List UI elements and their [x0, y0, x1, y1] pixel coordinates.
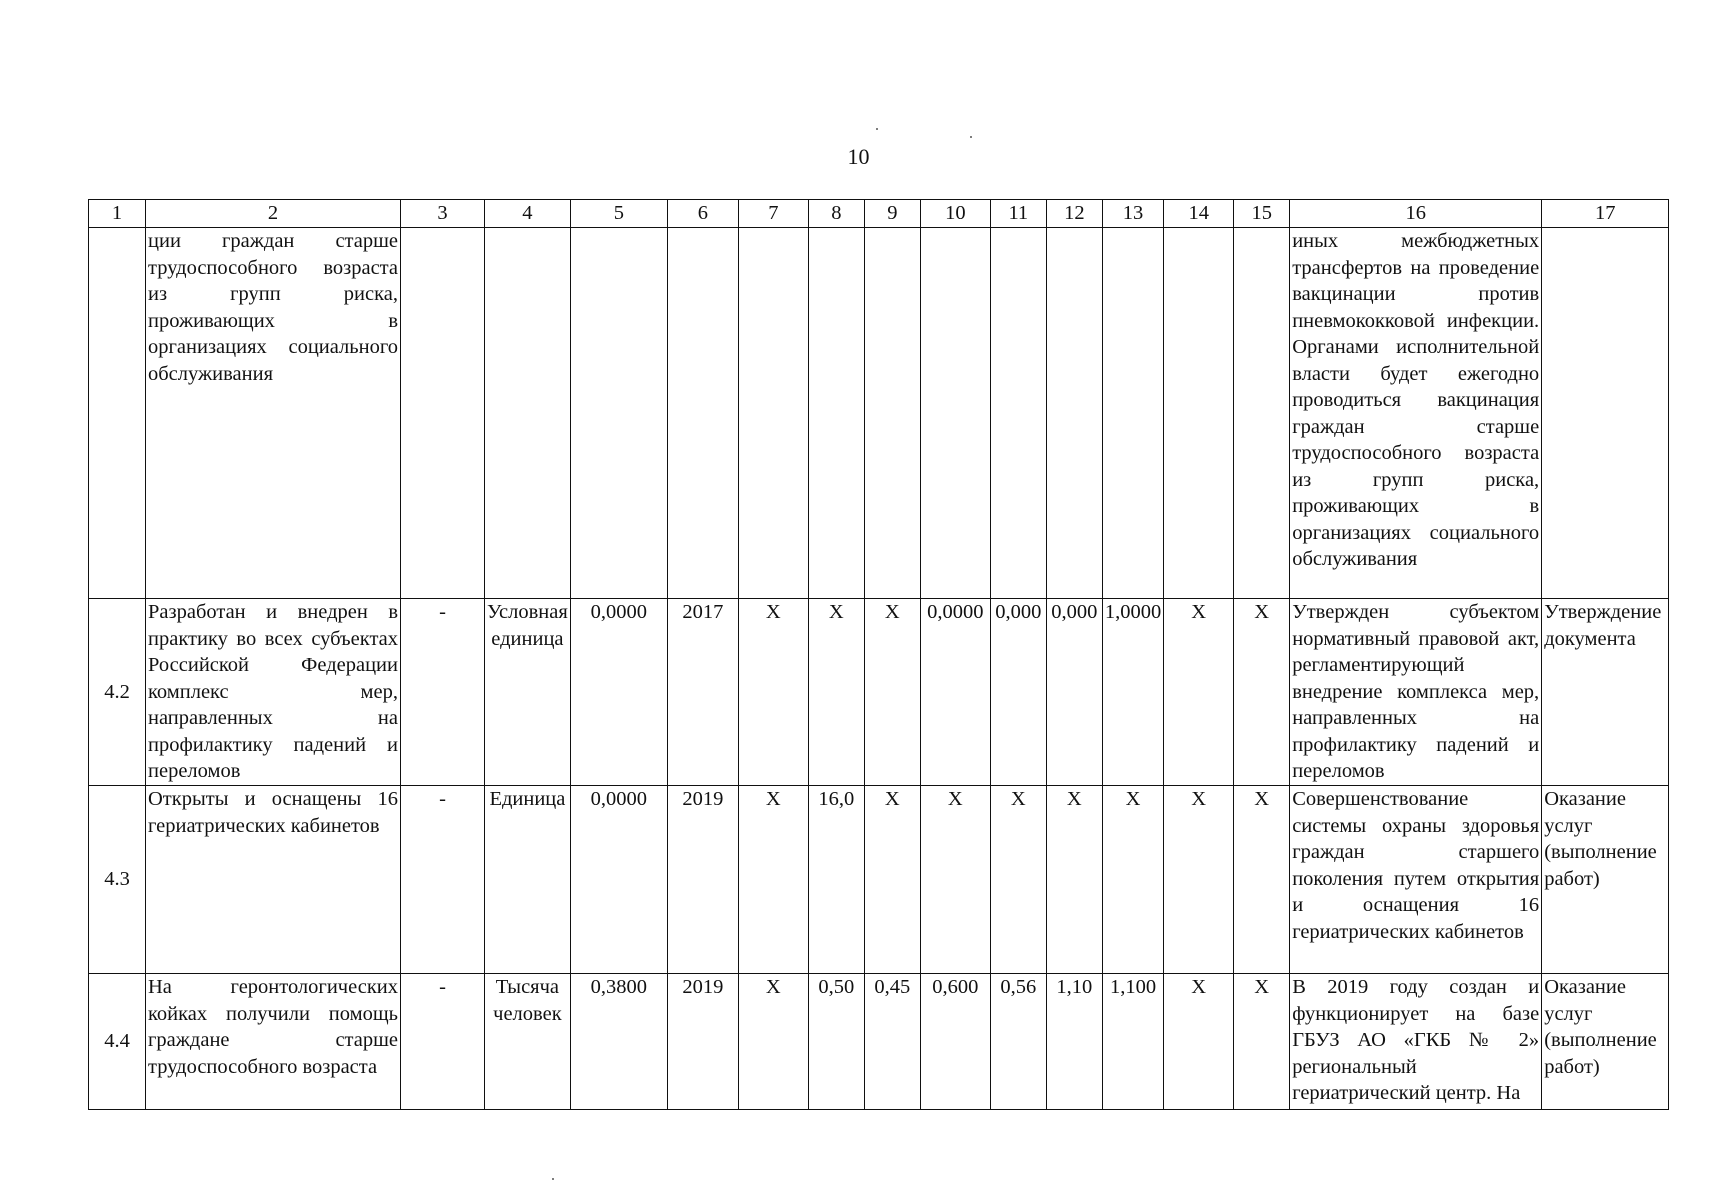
table-cell: 0,000	[990, 599, 1046, 786]
column-header: 4	[485, 200, 571, 228]
column-header: 14	[1164, 200, 1234, 228]
table-cell: X	[738, 599, 808, 786]
unit-cell: Условная единица	[485, 599, 571, 786]
table-row	[89, 599, 1669, 786]
column-header: 15	[1234, 200, 1290, 228]
table-cell	[920, 228, 990, 599]
table-cell: 0,3800	[570, 974, 667, 1110]
table-cell: 16,0	[808, 786, 864, 974]
table-cell: X	[1046, 786, 1102, 974]
table-cell: 0,56	[990, 974, 1046, 1110]
characteristic-description: В 2019 году создан и функционирует на базе ГБУЗ АО «ГКБ № 2» региональный гериатрический центр. На	[1290, 974, 1542, 1110]
scan-speck	[876, 128, 878, 130]
page-number: 10	[847, 144, 870, 169]
table-cell: 1,10	[1046, 974, 1102, 1110]
result-type: Оказание услуг (выполнение работ)	[1542, 974, 1669, 1110]
table-cell	[738, 228, 808, 599]
column-header: 7	[738, 200, 808, 228]
unit-cell: Единица	[485, 786, 571, 974]
result-description: Разработан и внедрен в практику во всех субъектах Российской Федерации комплекс мер, направленных на профилактику падений и переломов	[146, 599, 401, 786]
table-cell: 0,45	[864, 974, 920, 1110]
unit-cell: Тысяча человек	[485, 974, 571, 1110]
result-type	[1542, 228, 1669, 599]
data-table	[88, 199, 1669, 1110]
column-header: 8	[808, 200, 864, 228]
table-cell	[864, 228, 920, 599]
column-number-row	[89, 200, 1669, 228]
table-row	[89, 228, 1669, 599]
characteristic-description: Совершенствование системы охраны здоровья граждан старшего поколения путем открытия и оснащения 16 гериатрических кабинетов	[1290, 786, 1542, 974]
row-number	[89, 228, 146, 599]
column-header: 10	[920, 200, 990, 228]
column-header: 17	[1542, 200, 1669, 228]
table-row	[89, 974, 1669, 1110]
row-number: 4.4	[89, 974, 146, 1110]
table-cell: X	[808, 599, 864, 786]
table-cell: X	[990, 786, 1046, 974]
scan-speck	[970, 136, 972, 138]
table-cell	[1102, 228, 1163, 599]
table-cell: 0,0000	[570, 599, 667, 786]
table-cell: 0,0000	[920, 599, 990, 786]
characteristic-description: Утвержден субъектом нормативный правовой акт, регламентирующий внедрение комплекса мер, направленных на профилактику падений и переломов	[1290, 599, 1542, 786]
table-cell: X	[738, 786, 808, 974]
characteristic-description: иных межбюджетных трансфертов на проведение вакцинации против пневмококковой инфекции. Органами исполнительной власти будет ежегодно проводиться вакцинация граждан старше трудоспособного возраста из групп риска, проживающих в организациях социального обслуживания	[1290, 228, 1542, 599]
table-cell: 0,50	[808, 974, 864, 1110]
row-number: 4.2	[89, 599, 146, 786]
table-cell: 0,600	[920, 974, 990, 1110]
table-cell	[990, 228, 1046, 599]
table-cell: -	[401, 974, 485, 1110]
result-type: Утверждение документа	[1542, 599, 1669, 786]
table-cell: 1,0000	[1102, 599, 1163, 786]
table-cell: X	[1234, 974, 1290, 1110]
column-header: 11	[990, 200, 1046, 228]
table-cell	[808, 228, 864, 599]
row-number: 4.3	[89, 786, 146, 974]
result-type: Оказание услуг (выполнение работ)	[1542, 786, 1669, 974]
table-row	[89, 786, 1669, 974]
column-header: 5	[570, 200, 667, 228]
column-header: 9	[864, 200, 920, 228]
result-description: ции граждан старше трудоспособного возраста из групп риска, проживающих в организациях социального обслуживания	[146, 228, 401, 599]
table-cell	[1164, 228, 1234, 599]
table-cell	[667, 228, 738, 599]
table-cell: 0,0000	[570, 786, 667, 974]
column-header: 3	[401, 200, 485, 228]
table-cell: 0,000	[1046, 599, 1102, 786]
table-cell: X	[864, 786, 920, 974]
result-description: Открыты и оснащены 16 гериатрических кабинетов	[146, 786, 401, 974]
column-header: 2	[146, 200, 401, 228]
table-cell	[570, 228, 667, 599]
table-cell: X	[1234, 599, 1290, 786]
scan-speck	[552, 1178, 554, 1180]
column-header: 12	[1046, 200, 1102, 228]
column-header: 6	[667, 200, 738, 228]
table-cell	[1046, 228, 1102, 599]
table-cell: X	[1164, 599, 1234, 786]
table-cell: X	[920, 786, 990, 974]
column-header: 16	[1290, 200, 1542, 228]
table-cell: X	[864, 599, 920, 786]
table-cell: X	[1164, 974, 1234, 1110]
table-cell: 2017	[667, 599, 738, 786]
unit-cell	[485, 228, 571, 599]
column-header: 13	[1102, 200, 1163, 228]
result-description: На геронтологических койках получили помощь граждане старше трудоспособного возраста	[146, 974, 401, 1110]
table-cell	[401, 228, 485, 599]
table-cell: -	[401, 599, 485, 786]
table-cell: 2019	[667, 786, 738, 974]
table-cell: X	[1234, 786, 1290, 974]
table-cell: X	[1164, 786, 1234, 974]
table-cell: -	[401, 786, 485, 974]
table-cell: 1,100	[1102, 974, 1163, 1110]
column-header: 1	[89, 200, 146, 228]
table-cell: 2019	[667, 974, 738, 1110]
table-cell: X	[1102, 786, 1163, 974]
table-cell: X	[738, 974, 808, 1110]
table-cell	[1234, 228, 1290, 599]
